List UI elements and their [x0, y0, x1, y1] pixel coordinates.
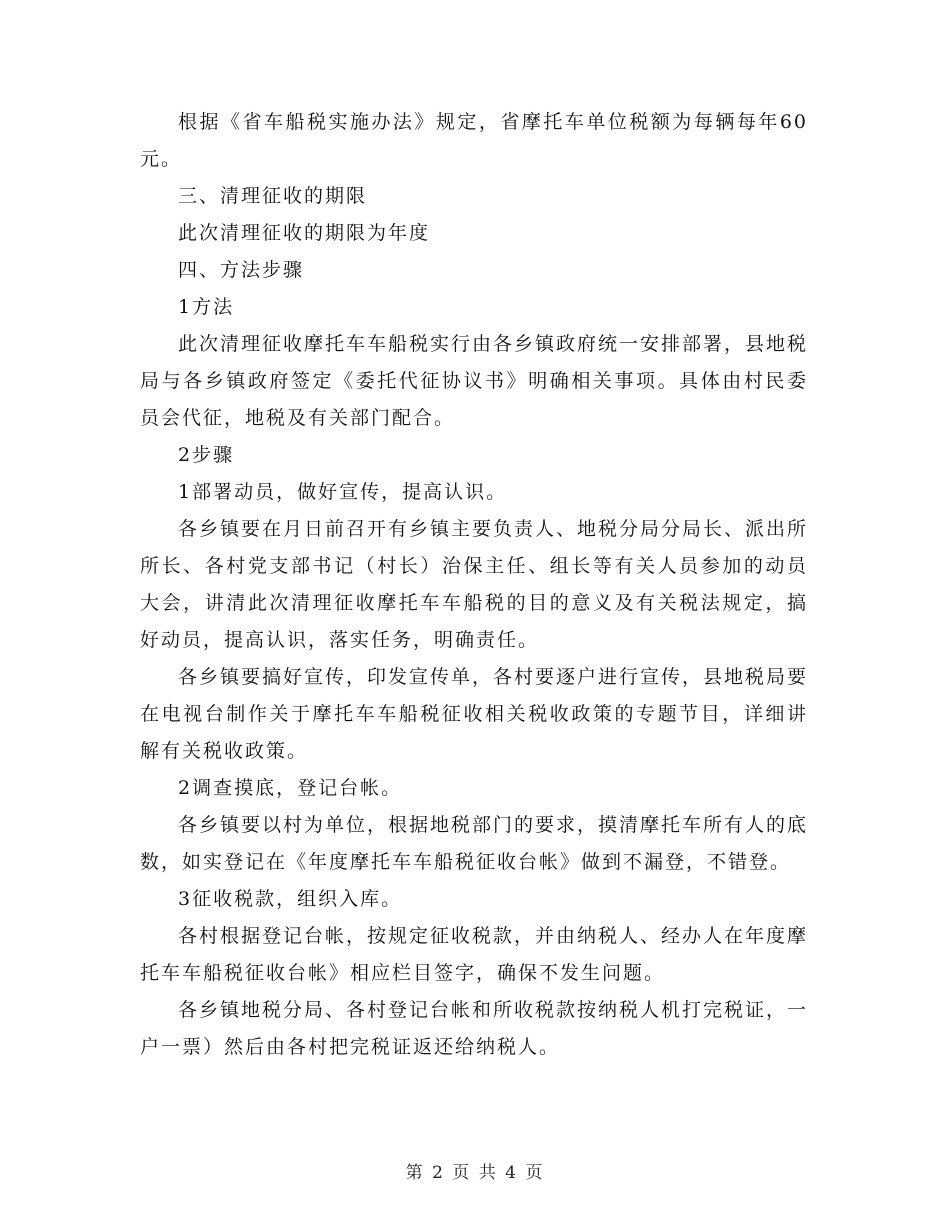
step-deploy-mobilize: 1部署动员，做好宣传，提高认识。 — [178, 481, 508, 503]
subheading-steps: 2步骤 — [178, 444, 235, 466]
paragraph-collect-tax: 各村根据登记台帐，按规定征收税款，并由纳税人、经办人在年度摩托车车船税征收台帐》相应栏目签字，确保不发生问题。 — [140, 925, 809, 984]
page-number-footer: 第 2 页 共 4 页 — [405, 1163, 545, 1183]
heading-collection-period: 三、清理征收的期限 — [178, 185, 368, 207]
subheading-method: 1方法 — [178, 296, 235, 318]
heading-method-steps: 四、方法步骤 — [178, 259, 305, 281]
paragraph-publicity: 各乡镇要搞好宣传，印发宣传单，各村要逐户进行宣传，县地税局要在电视台制作关于摩托车车船税征收相关税收政策的专题节目，详细讲解有关税收政策。 — [140, 666, 809, 762]
paragraph-method: 此次清理征收摩托车车船税实行由各乡镇政府统一安排部署，县地税局与各乡镇政府签定《委托代征协议书》明确相关事项。具体由村民委员会代征，地税及有关部门配合。 — [140, 333, 809, 429]
document-body — [140, 104, 808, 1066]
paragraph-survey: 各乡镇要以村为单位，根据地税部门的要求，摸清摩托车所有人的底数，如实登记在《年度摩托车车船税征收台帐》做到不漏登，不错登。 — [140, 814, 809, 873]
paragraph-tax-amount: 根据《省车船税实施办法》规定，省摩托车单位税额为每辆每年60元。 — [140, 111, 808, 170]
paragraph-collection-period: 此次清理征收的期限为年度 — [178, 222, 431, 244]
step-collect-tax: 3征收税款，组织入库。 — [178, 888, 403, 910]
paragraph-mobilization-meeting: 各乡镇要在月日前召开有乡镇主要负责人、地税分局分局长、派出所所长、各村党支部书记（村长）治保主任、组长等有关人员参加的动员大会，讲清此次清理征收摩托车车船税的目的意义及有关税法规定，搞好动员，提高认识，落实任务，明确责任。 — [140, 518, 809, 651]
step-survey-register: 2调查摸底，登记台帐。 — [178, 777, 403, 799]
paragraph-tax-certificate: 各乡镇地税分局、各村登记台帐和所收税款按纳税人机打完税证，一户一票）然后由各村把完税证返还给纳税人。 — [140, 999, 809, 1058]
